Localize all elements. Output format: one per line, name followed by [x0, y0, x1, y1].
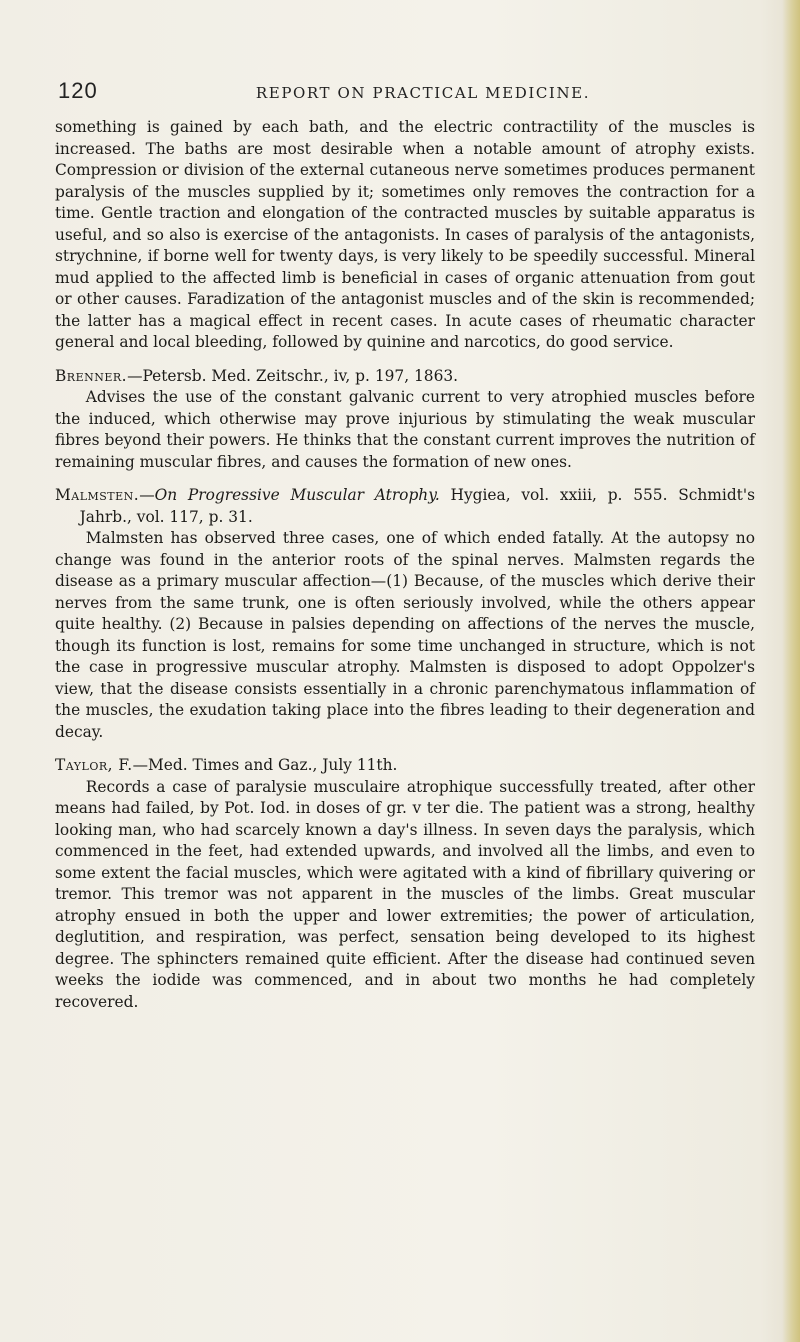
page-edge-shadow — [782, 0, 800, 1342]
citation-malmsten — [55, 485, 755, 528]
running-head: REPORT ON PRACTICAL MEDICINE. — [255, 84, 591, 102]
entry-malmsten — [55, 485, 755, 743]
author-name: Brenner. — [55, 366, 128, 385]
abstract-taylor: Records a case of paralysie musculaire atrophique successfully treated, after other means had failed, by Pot. Iod. in doses of gr. v ter die. The patient was a strong, healthy looking man, who had scarcely known a day's illness. In seven days the paralysis, which commenced in the feet, had extended upwards, and involved all the limbs, and even to some extent the facial muscles, which were agitated with a kind of fibrillary quivering or tremor. This tremor was not apparent in the muscles of the limbs. Great muscular atrophy ensued in both the upper and lower extremities; the power of articulation, deglutition, and respiration, was perfect, sensation being developed to its highest degree. The sphincters remained quite efficient. After the disease had continued seven weeks the iodide was commenced, and in about two months he had completely recovered. — [55, 777, 755, 1011]
entry-taylor — [55, 755, 755, 1013]
citation-source: Hygiea, vol. xxiii, p. 555. Schmidt's Jahrb., vol. 117, p. 31. — [79, 486, 755, 526]
citation-dash: — — [139, 486, 155, 504]
page-number: 120 — [58, 78, 98, 103]
author-name: Malmsten. — [55, 486, 140, 504]
page-header — [58, 78, 758, 108]
citation-source: —Petersb. Med. Zeitschr., iv, p. 197, 1863. — [127, 366, 459, 385]
abstract-malmsten: Malmsten has observed three cases, one of which ended fatally. At the autopsy no change was found in the anterior roots of the spinal nerves. Malmsten regards the disease as a primary muscular affection—(1) Because, of the muscles which derive their nerves from the same trunk, one is often seriously involved, while the others appear quite healthy. (2) Because in palsies depending on affections of the nerves the muscle, though its function is lost, remains for some time unchanged in structure, which is not the case in progressive muscular atrophy. Malmsten is disposed to adopt Oppolzer's view, that the disease consists essentially in a chronic parenchymatous inflammation of the muscles, the exudation taking place into the fibres leading to their degeneration and decay. — [55, 529, 755, 741]
citation-source: —Med. Times and Gaz., July 11th. — [132, 756, 398, 774]
intro-paragraph: something is gained by each bath, and the electric contractility of the muscles is increased. The baths are most desirable when a notable amount of atrophy exists. Compression or division of the external cutaneous nerve sometimes produces permanent paralysis of the muscles supplied by it; sometimes only removes the contraction for a time. Gentle traction and elongation of the contracted muscles by suitable apparatus is useful, and so also is exercise of the antagonists. In cases of paralysis of the antagonists, strychnine, if borne well for twenty days, is very likely to be speedily successful. Mineral mud applied to the affected limb is beneficial in cases of organic attenuation from gout or other causes. Faradization of the antagonist muscles and of the skin is recommended; the latter has a magical effect in recent cases. In acute cases of rheumatic character general and local bleeding, followed by quinine and narcotics, do good service. — [55, 118, 755, 351]
citation-taylor — [55, 755, 755, 777]
entry-brenner — [55, 366, 755, 474]
citation-brenner — [55, 366, 755, 388]
article-title: On Progressive Muscular Atrophy. — [154, 486, 440, 504]
author-name: Taylor, F. — [55, 756, 133, 774]
page-body — [55, 117, 755, 1013]
abstract-brenner: Advises the use of the constant galvanic current to very atrophied muscles before the induced, which otherwise may prove injurious by stimulating the weak muscular fibres beyond their powers. He thinks that the constant current improves the nutrition of remaining muscular fibres, and causes the formation of new ones. — [55, 388, 755, 471]
